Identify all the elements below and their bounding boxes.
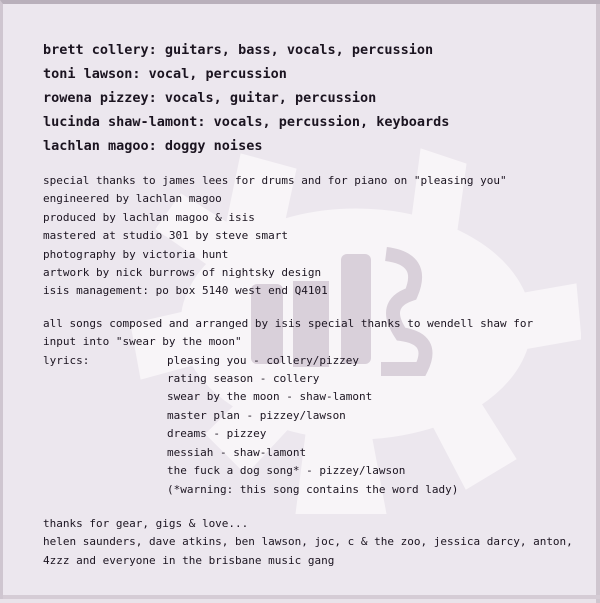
credit-line: engineered by lachlan magoo — [43, 192, 222, 206]
credit-line: isis management: po box 5140 west end Q4101 — [43, 284, 328, 298]
credit-line: special thanks to james lees for drums and for piano on "pleasing you" — [43, 174, 507, 187]
production-credits — [43, 172, 591, 301]
lyrics-credits — [43, 352, 591, 499]
thanks-line: helen saunders, dave atkins, ben lawson, joc, c & the zoo, jessica darcy, anton, — [43, 535, 573, 549]
member-line: rowena pizzey: vocals, guitar, percussion — [43, 90, 377, 106]
song-credit: the fuck a dog song* - pizzey/lawson — [167, 464, 406, 478]
thanks-line: thanks for gear, gigs & love... — [43, 516, 249, 530]
composed-line: all songs composed and arranged by isis special thanks to wendell shaw for — [43, 316, 534, 330]
composition-credits — [43, 315, 591, 499]
lyrics-label: lyrics: — [43, 353, 90, 367]
page-edge — [596, 4, 600, 603]
member-line: toni lawson: vocal, percussion — [43, 66, 287, 82]
thanks-section — [43, 515, 591, 570]
band-members — [43, 38, 591, 158]
credit-line: produced by lachlan magoo & isis — [43, 210, 255, 224]
thanks-line: 4zzz and everyone in the brisbane music gang — [43, 553, 335, 567]
song-credit: rating season - collery — [167, 372, 320, 386]
composed-line: input into "swear by the moon" — [43, 335, 242, 349]
credits-text — [43, 38, 591, 570]
member-line: lachlan magoo: doggy noises — [43, 138, 263, 154]
song-credit: swear by the moon - shaw-lamont — [167, 390, 373, 404]
song-credit: dreams - pizzey — [167, 427, 267, 441]
credit-line: photography by victoria hunt — [43, 247, 229, 261]
content-warning: (*warning: this song contains the word lady) — [167, 482, 459, 496]
credit-line: mastered at studio 301 by steve smart — [43, 229, 289, 243]
page-edge — [3, 595, 600, 599]
credit-line: artwork by nick burrows of nightsky design — [43, 266, 322, 280]
member-line: brett collery: guitars, bass, vocals, percussion — [43, 42, 434, 58]
lyrics-list — [167, 352, 591, 499]
song-credit: messiah - shaw-lamont — [167, 445, 307, 459]
song-credit: master plan - pizzey/lawson — [167, 408, 346, 422]
song-credit: pleasing you - collery/pizzey — [167, 353, 360, 367]
member-line: lucinda shaw-lamont: vocals, percussion, keyboards — [43, 114, 450, 130]
